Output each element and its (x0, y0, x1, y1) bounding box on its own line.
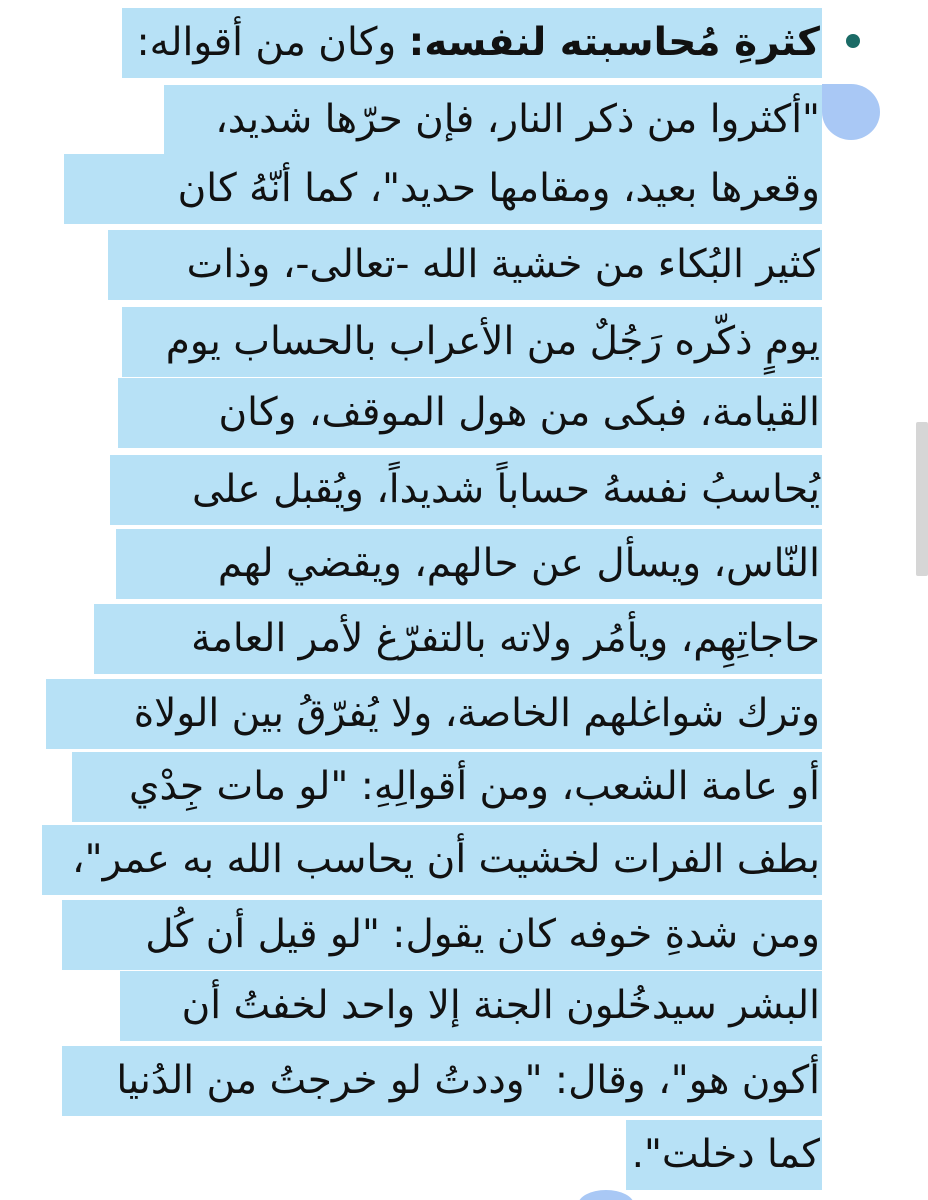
selected-text-line[interactable] (164, 85, 822, 155)
selected-text-line[interactable] (62, 1046, 822, 1116)
line-text: وقعرها بعيد، ومقامها حديد"، كما أنّهُ كان (177, 166, 820, 211)
bullet-point-icon (846, 34, 860, 48)
line-text: "أكثروا من ذكر النار، فإن حرّها شديد، (215, 97, 820, 142)
selected-text-line[interactable] (122, 8, 822, 78)
selected-text-line[interactable] (120, 971, 822, 1041)
line-text: كثير البُكاء من خشية الله -تعالى-، وذات (186, 242, 820, 287)
line-text: يُحاسبُ نفسهُ حساباً شديداً، ويُقبل على (192, 467, 820, 512)
bold-heading: كثرةِ مُحاسبته لنفسه: (408, 20, 820, 65)
selected-text-line[interactable] (110, 455, 822, 525)
line-text: القيامة، فبكى من هول الموقف، وكان (218, 390, 820, 435)
line-text: ومن شدةِ خوفه كان يقول: "لو قيل أن كُل (145, 912, 820, 957)
selected-text-line[interactable] (94, 604, 822, 674)
line-text: يومٍ ذكّره رَجُلٌ من الأعراب بالحساب يوم (165, 319, 820, 364)
selected-text-line[interactable] (62, 900, 822, 970)
line-text: وترك شواغلهم الخاصة، ولا يُفرّقُ بين الولاة (133, 691, 820, 736)
selected-text-line[interactable] (64, 154, 822, 224)
line-text: أكون هو"، وقال: "وددتُ لو خرجتُ من الدُنيا (116, 1058, 820, 1103)
line-text: البشر سيدخُلون الجنة إلا واحد لخفتُ أن (181, 983, 820, 1028)
selected-text-line[interactable] (72, 752, 822, 822)
selected-text-line[interactable] (626, 1120, 822, 1190)
selection-end-handle-icon[interactable] (578, 1190, 634, 1200)
line-text: النّاس، ويسأل عن حالهم، ويقضي لهم (217, 541, 820, 586)
line-text: وكان من أقواله: (136, 20, 409, 65)
selected-text-line[interactable] (122, 307, 822, 377)
selected-text-line[interactable] (46, 679, 822, 749)
selected-text-line[interactable] (42, 825, 822, 895)
selected-text-line[interactable] (108, 230, 822, 300)
line-text: بطف الفرات لخشيت أن يحاسب الله به عمر"، (72, 837, 820, 882)
selection-start-handle-icon[interactable] (822, 84, 880, 140)
line-text: كما دخلت". (631, 1132, 820, 1177)
selected-text-line[interactable] (116, 529, 822, 599)
scrollbar-thumb[interactable] (916, 422, 928, 576)
selected-text-line[interactable] (118, 378, 822, 448)
line-text: حاجاتِهِم، ويأمُر ولاته بالتفرّغ لأمر العامة (191, 616, 820, 661)
line-text: أو عامة الشعب، ومن أقوالِهِ: "لو مات جِدْي (129, 764, 820, 809)
